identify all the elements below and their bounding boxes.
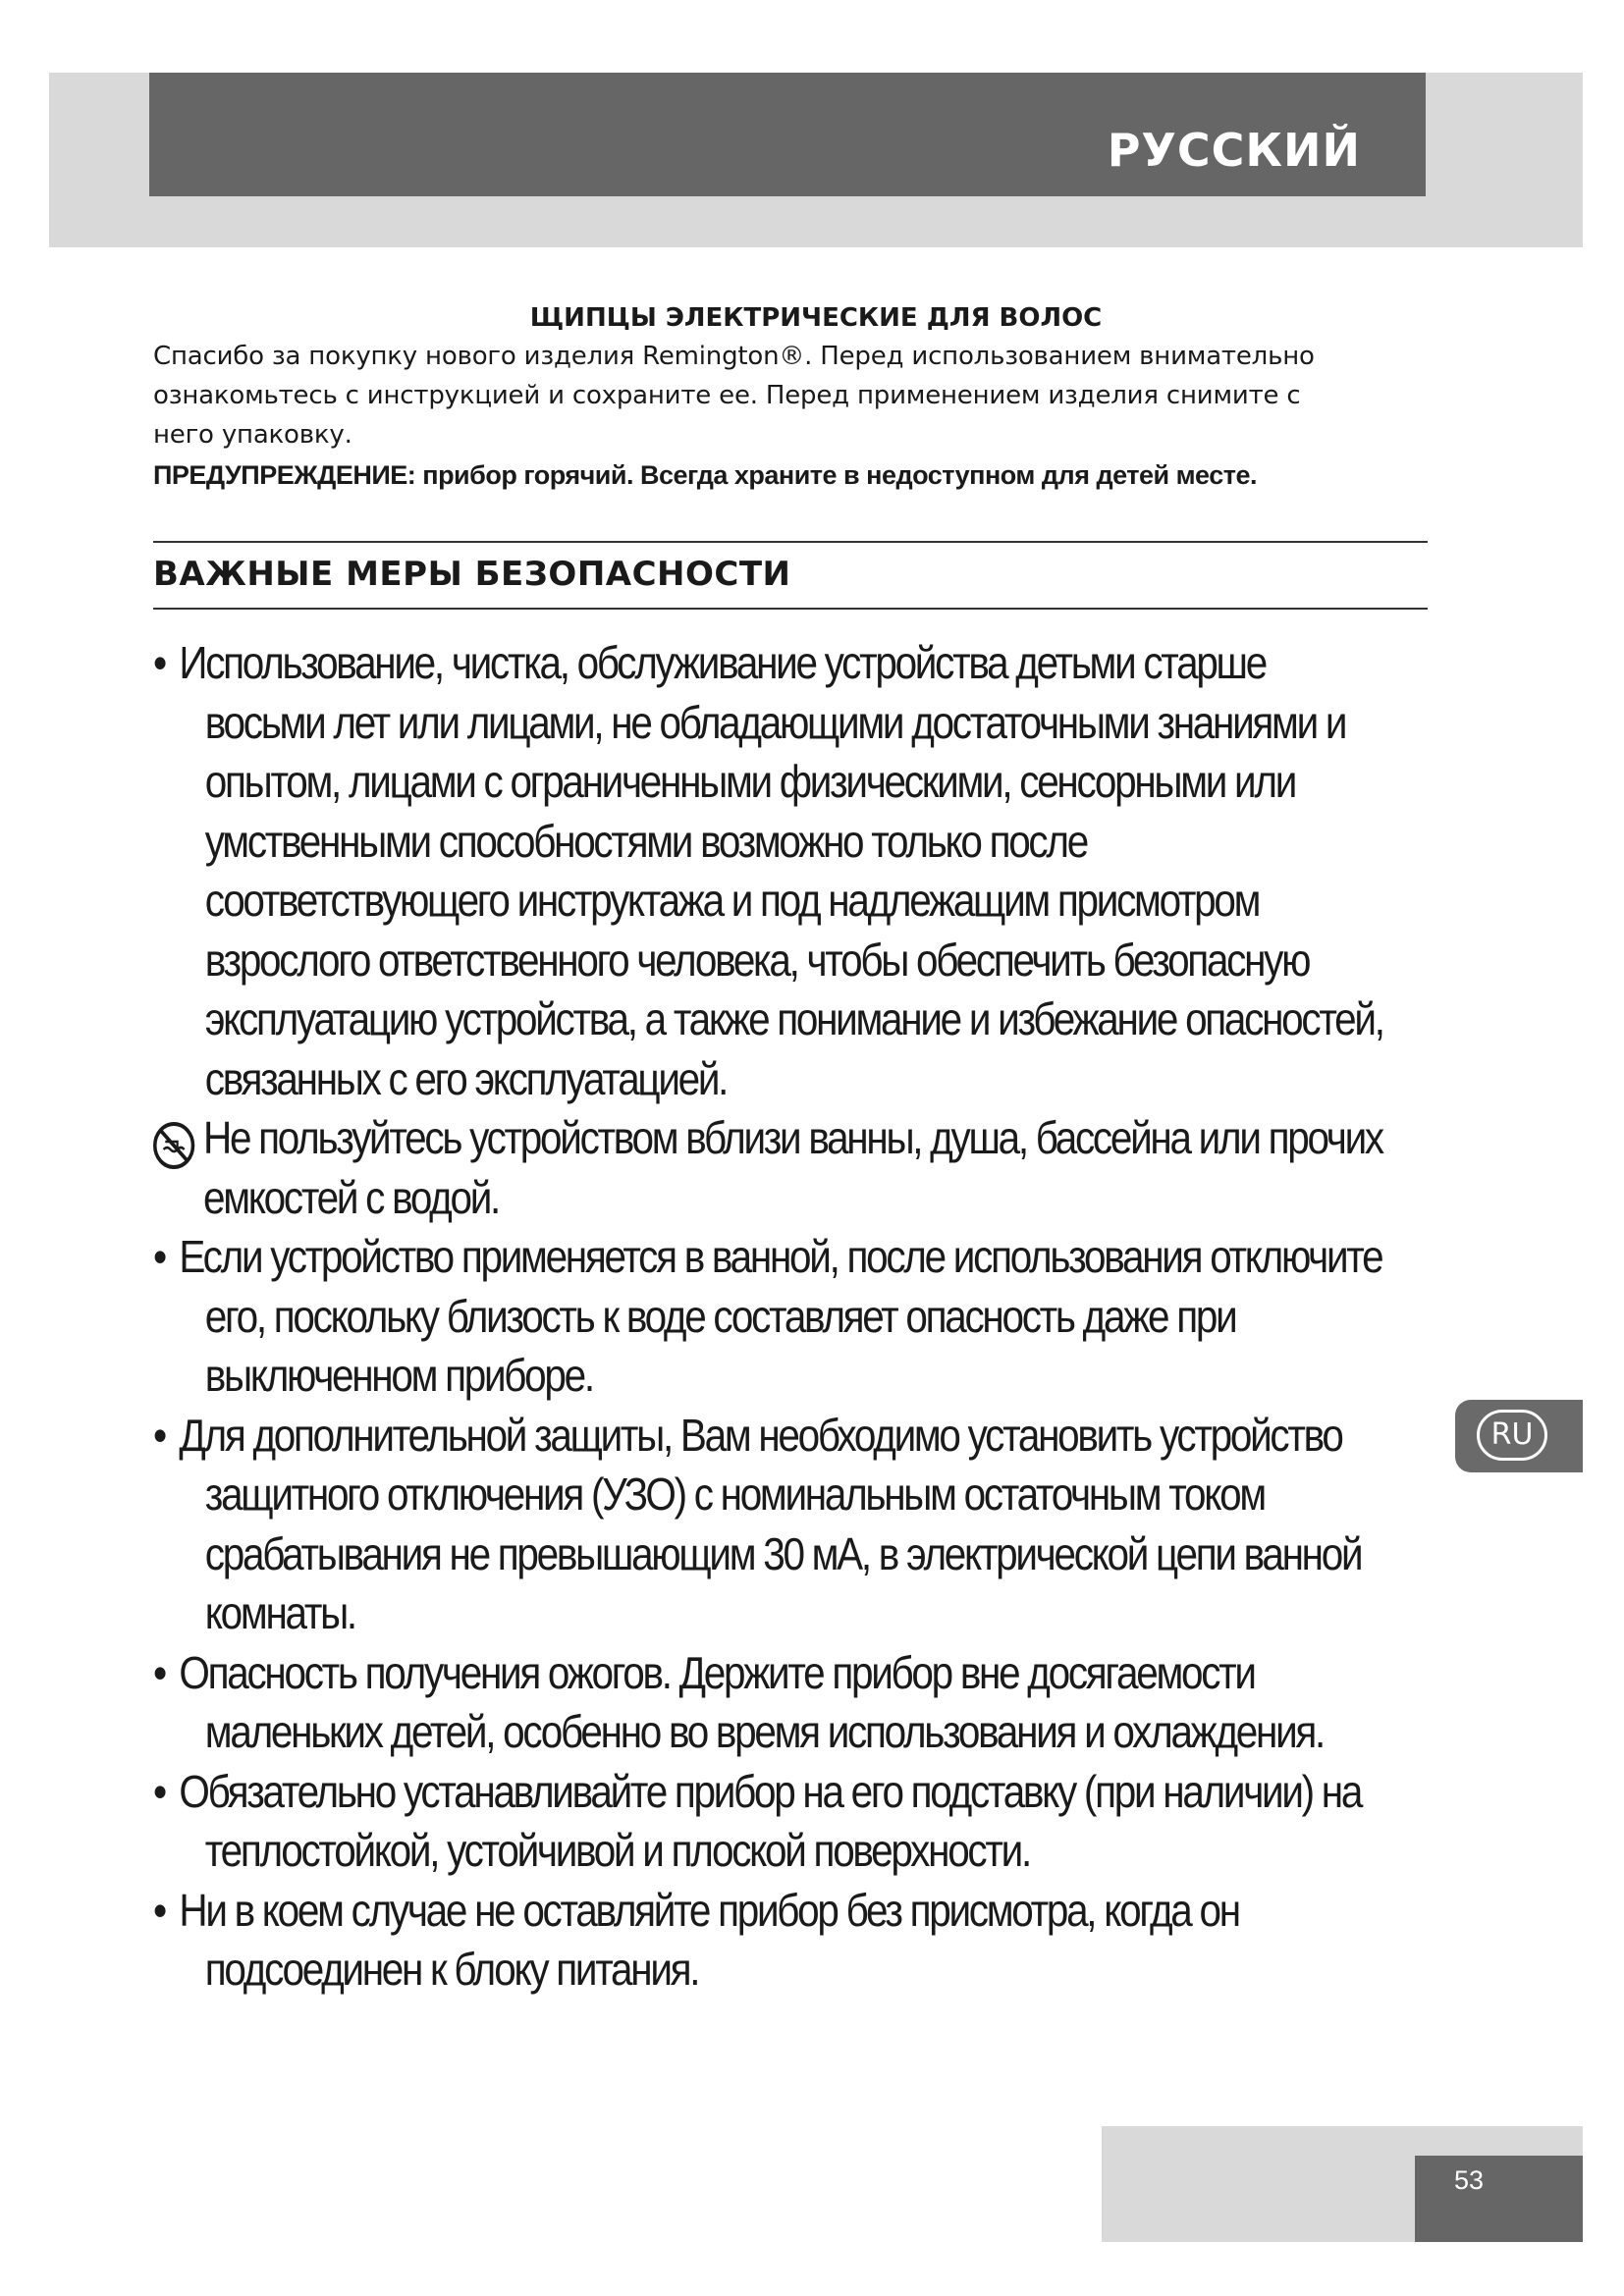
item-line: теплостойкой, устойчивой и плоской поверхности. bbox=[204, 1825, 1030, 1876]
item-line: Если устройство применяется в ванной, после использования отключите bbox=[179, 1231, 1382, 1282]
item-line: срабатывания не превышающим 30 мА, в электрической цепи ванной bbox=[204, 1527, 1362, 1579]
bullet: • bbox=[153, 1765, 165, 1817]
bullet: • bbox=[153, 1646, 165, 1698]
safety-item bbox=[153, 1643, 1430, 1762]
no-water-icon bbox=[153, 1108, 203, 1167]
bullet: • bbox=[153, 1409, 165, 1461]
item-line: опытом, лицами с ограниченными физическими, сенсорными или bbox=[204, 756, 1296, 807]
section-rule-bottom bbox=[153, 608, 1428, 610]
footer-bar bbox=[1415, 2156, 1583, 2242]
item-line: емкостей с водой. bbox=[203, 1171, 500, 1223]
safety-item-text bbox=[179, 1406, 1429, 1643]
bullet: • bbox=[153, 637, 165, 688]
item-line: взрослого ответственного человека, чтобы обеспечить безопасную bbox=[204, 934, 1310, 986]
language-side-tab bbox=[1455, 1400, 1583, 1472]
item-line: Опасность получения ожогов. Держите прибор вне досягаемости bbox=[179, 1646, 1255, 1698]
product-title: ЩИПЦЫ ЭЛЕКТРИЧЕСКИЕ ДЛЯ ВОЛОС bbox=[529, 303, 1103, 333]
safety-item-text bbox=[179, 1881, 1429, 2000]
item-line: защитного отключения (УЗО) с номинальным остаточным током bbox=[204, 1468, 1265, 1520]
section-heading: ВАЖНЫЕ МЕРЫ БЕЗОПАСНОСТИ bbox=[153, 555, 791, 594]
safety-item-text bbox=[179, 1227, 1429, 1406]
item-line: подсоединен к блоку питания. bbox=[204, 1944, 699, 1995]
intro-block bbox=[153, 299, 1430, 496]
header-bar bbox=[149, 73, 1426, 196]
intro-line-1: Спасибо за покупку нового изделия Remington®. Перед использованием внимательно bbox=[153, 342, 1315, 371]
item-line: связанных с его эксплуатацией. bbox=[204, 1052, 728, 1104]
safety-item bbox=[153, 1762, 1430, 1881]
bullet: • bbox=[153, 1231, 165, 1282]
item-line: соответствующего инструктажа и под надлежащим присмотром bbox=[204, 875, 1260, 926]
safety-item-text bbox=[179, 1762, 1429, 1881]
page-number: 53 bbox=[1453, 2165, 1485, 2195]
intro-line-2: ознакомьтесь с инструкцией и сохраните ее. Перед применением изделия снимите с bbox=[153, 381, 1301, 410]
language-badge: RU bbox=[1477, 1410, 1547, 1461]
hot-warning: ПРЕДУПРЕЖДЕНИЕ: прибор горячий. Всегда храните в недоступном для детей месте. bbox=[153, 460, 1257, 490]
intro-line-3: него упаковку. bbox=[153, 420, 352, 450]
safety-item bbox=[153, 1881, 1430, 2000]
item-line: Использование, чистка, обслуживание устройства детьми старше bbox=[179, 637, 1266, 688]
section-rule-top bbox=[153, 541, 1428, 543]
safety-item-text bbox=[179, 1643, 1429, 1762]
item-line: умственными способностями возможно только после bbox=[204, 815, 1087, 867]
safety-item-text bbox=[203, 1108, 1430, 1227]
safety-item bbox=[153, 1406, 1430, 1643]
safety-item bbox=[153, 1227, 1430, 1406]
item-line: Ни в коем случае не оставляйте прибор без присмотра, когда он bbox=[179, 1884, 1239, 1936]
item-line: эксплуатацию устройства, а также понимание и избежание опасностей, bbox=[204, 993, 1383, 1044]
safety-item-water-warning bbox=[153, 1108, 1430, 1227]
safety-item-text bbox=[179, 633, 1429, 1108]
language-title: РУССКИЙ bbox=[1107, 124, 1361, 177]
item-line: комнаты. bbox=[204, 1587, 355, 1638]
bullet: • bbox=[153, 1884, 165, 1936]
item-line: Обязательно устанавливайте прибор на его подставку (при наличии) на bbox=[179, 1765, 1362, 1817]
item-line: восьми лет или лицами, не обладающими достаточными знаниями и bbox=[204, 696, 1346, 748]
safety-list bbox=[153, 633, 1430, 2000]
item-line: его, поскольку близость к воде составляет опасность даже при bbox=[204, 1290, 1236, 1342]
item-line: выключенном приборе. bbox=[204, 1350, 593, 1401]
item-line: маленьких детей, особенно во время использования и охлаждения. bbox=[204, 1706, 1325, 1757]
safety-item bbox=[153, 633, 1430, 1108]
item-line: Не пользуйтесь устройством вблизи ванны, душа, бассейна или прочих bbox=[203, 1112, 1382, 1163]
item-line: Для дополнительной защиты, Вам необходимо установить устройство bbox=[179, 1409, 1342, 1461]
